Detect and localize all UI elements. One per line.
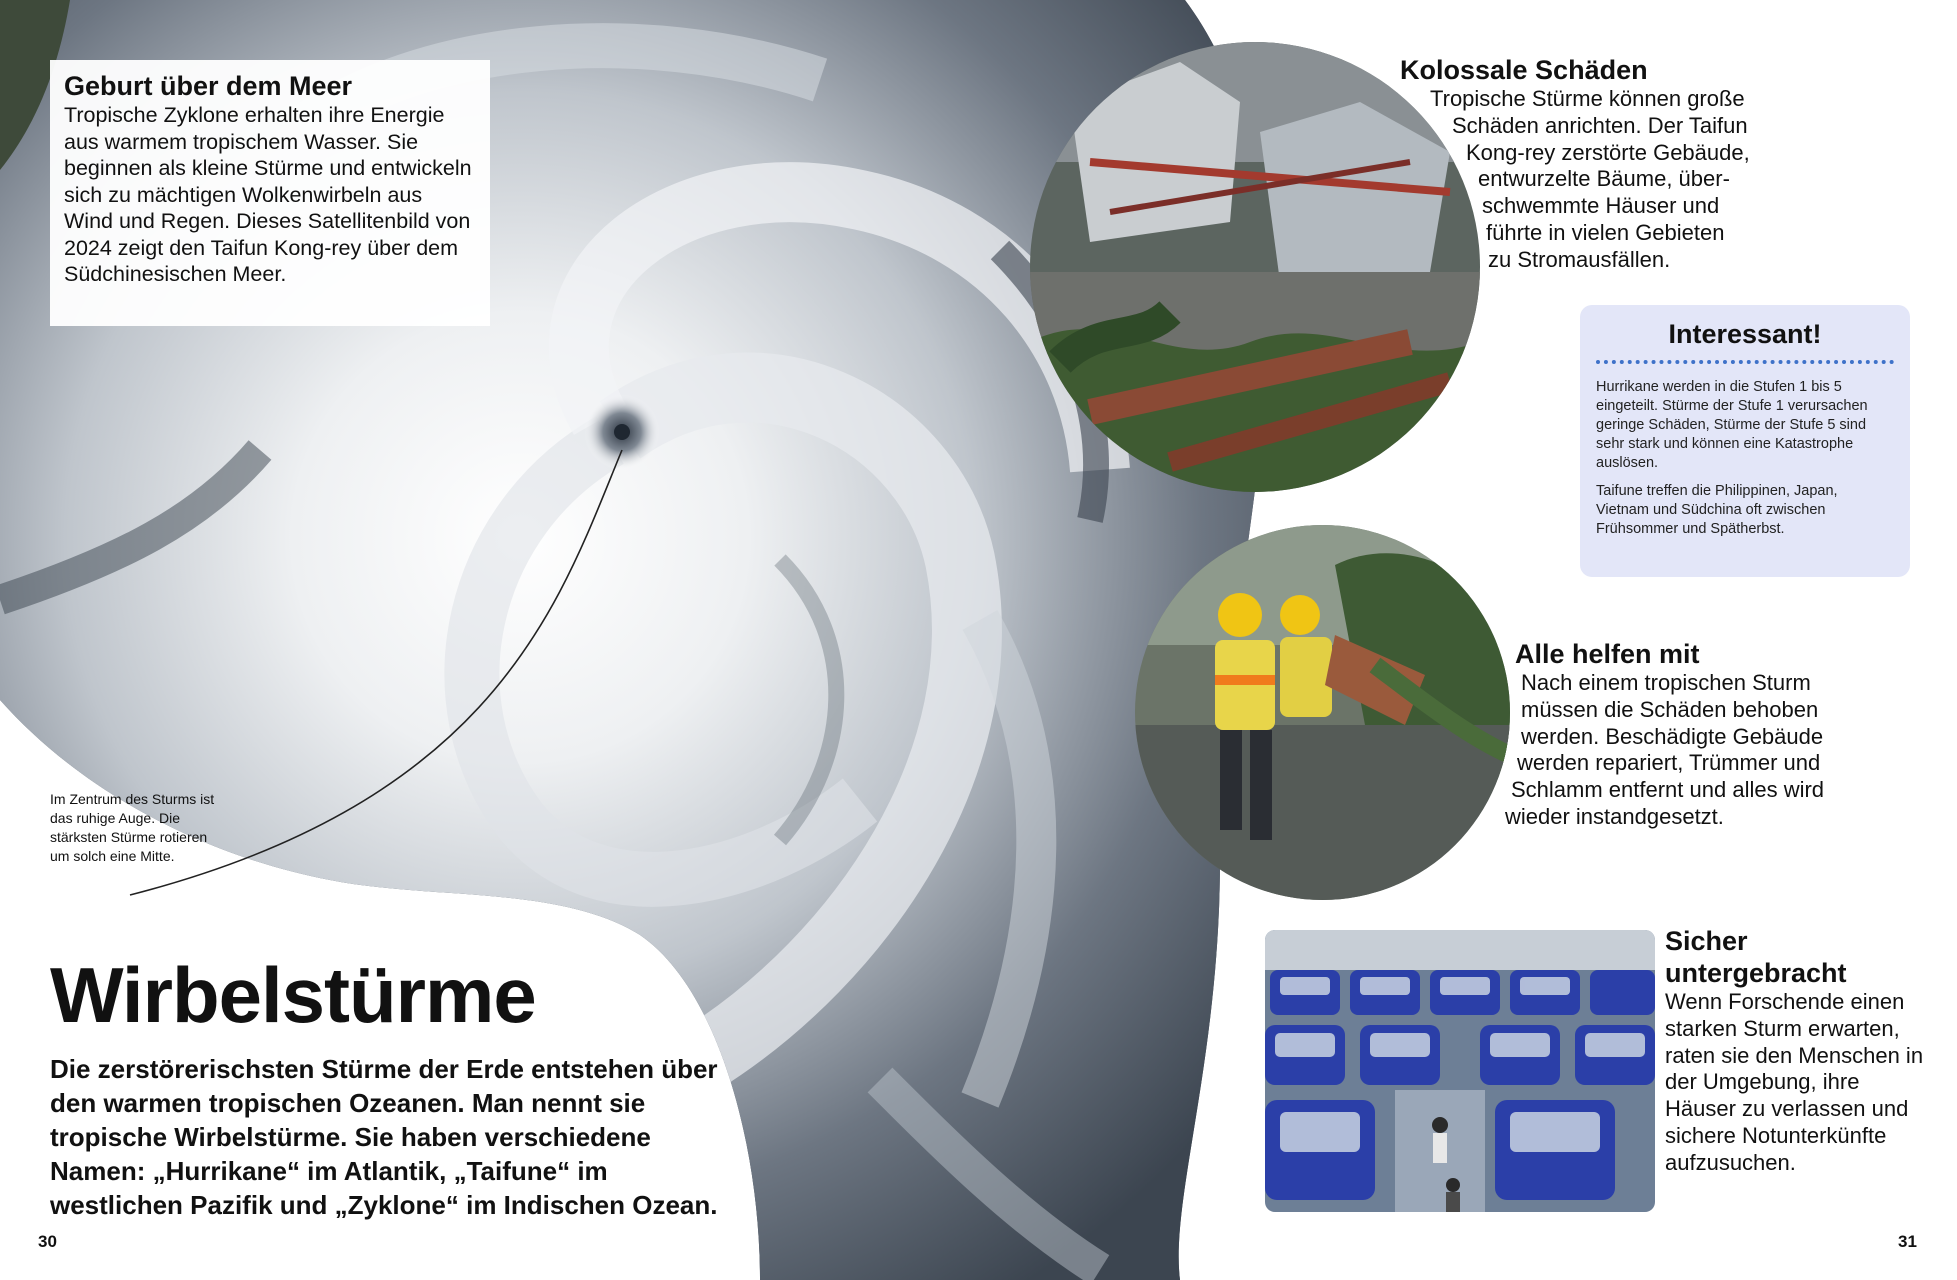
help-line: müssen die Schäden behoben xyxy=(1521,696,1819,722)
fact-heading: Interessant! xyxy=(1668,319,1822,349)
shelter-photo xyxy=(1265,930,1655,1212)
lead-paragraph: Die zerstörerischsten Stürme der Erde entstehen über den warmen tropischen Ozeanen. Man nennt sie tropische Wirbelstürme. Sie haben verschiedene Namen: „Hurrikane“ im Atlantik, „Taifune“ im westlichen Pazifik und „Zyklone“ im Indischen Ozean. xyxy=(50,1054,718,1220)
fact-paragraph-2: Taifune treffen die Philippinen, Japan, Vietnam und Südchina oft zwischen Frühsommer und Spätherbst. xyxy=(1596,483,1838,537)
intro-heading: Geburt über dem Meer xyxy=(64,71,353,101)
page-number-right: 31 xyxy=(1898,1232,1917,1251)
dotted-divider xyxy=(1596,360,1894,364)
damage-line: schwemmte Häuser und xyxy=(1482,193,1720,219)
intro-body: Tropische Zyklone erhalten ihre Energie aus warmem tropischem Wasser. Sie beginnen als kleine Stürme und entwickeln sich zu mächtigen Wolkenwirbeln aus Wind und Regen. Dieses Satellitenbild von 2024 zeigt den Taifun Kong-rey über dem Südchinesischen Meer. xyxy=(64,103,472,286)
help-line: Schlamm entfernt und alles wird xyxy=(1511,777,1825,803)
help-heading: Alle helfen mit xyxy=(1515,639,1700,669)
helpers-photo xyxy=(1135,525,1510,900)
damage-section xyxy=(1400,54,1800,274)
damage-line: führte in vielen Gebieten xyxy=(1486,219,1725,245)
help-line: werden repariert, Trümmer und xyxy=(1517,750,1821,776)
fact-paragraph-1: Hurrikane werden in die Stufen 1 bis 5 eingeteilt. Stürme der Stufe 1 verursachen geringe Schäden, Stürme der Stufe 5 sind sehr stark und können eine Katastrophe auslösen. xyxy=(1596,379,1868,471)
damage-heading: Kolossale Schäden xyxy=(1400,55,1648,85)
damage-line: zu Stromausfällen. xyxy=(1488,246,1671,272)
damage-line: Schäden anrichten. Der Taifun xyxy=(1452,112,1748,138)
page-number-left: 30 xyxy=(38,1232,57,1251)
intro-box xyxy=(50,60,490,326)
damage-line: Tropische Stürme können große xyxy=(1430,86,1745,111)
eye-caption: Im Zentrum des Sturms ist das ruhige Auge. Die stärksten Stürme rotieren um solch eine Mitte. xyxy=(50,791,215,864)
help-line: werden. Beschädigte Gebäude xyxy=(1521,723,1824,749)
help-line: Nach einem tropischen Sturm xyxy=(1521,670,1811,695)
shelter-body: Wenn Forschende einen starken Sturm erwarten, raten sie den Menschen in der Umgebung, ihre Häuser zu verlassen und sichere Notunterkünfte aufzusuchen. xyxy=(1665,989,1924,1175)
page-title: Wirbelstürme xyxy=(50,951,536,1039)
damage-line: Kong-rey zerstörte Gebäude, xyxy=(1466,139,1750,165)
fact-box xyxy=(1580,305,1910,577)
shelter-section xyxy=(1665,925,1935,1177)
help-section xyxy=(1505,638,1895,831)
damage-line: entwurzelte Bäume, über- xyxy=(1478,166,1730,192)
shelter-heading: Sicher untergebracht xyxy=(1665,926,1847,988)
help-line: wieder instandgesetzt. xyxy=(1505,803,1724,829)
